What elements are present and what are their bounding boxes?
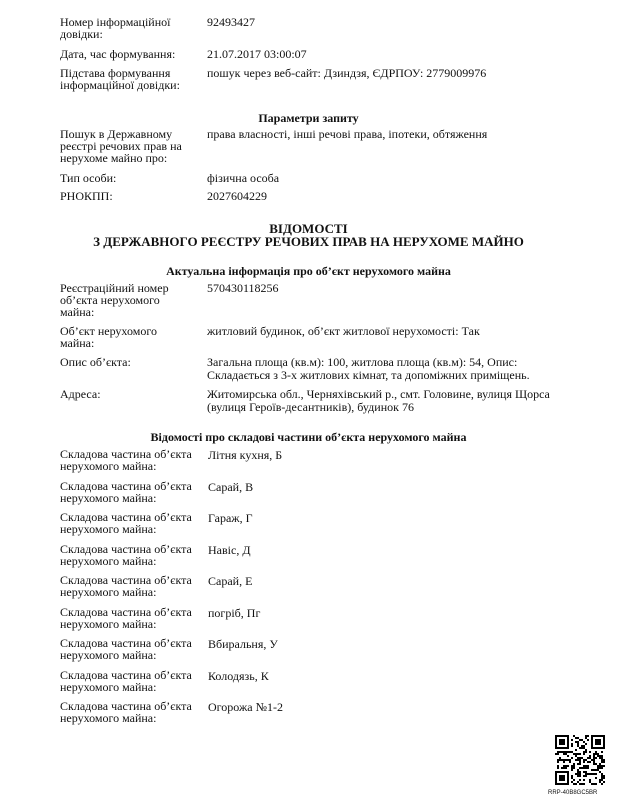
- part-row: [60, 669, 580, 697]
- rnokpp-label: РНОКПП:: [60, 189, 113, 203]
- document-subtitle: З ДЕРЖАВНОГО РЕЄСТРУ РЕЧОВИХ ПРАВ НА НЕРУХОМЕ МАЙНО: [93, 234, 524, 249]
- search-label: Пошук в Державному реєстрі речових прав на нерухоме майно про:: [60, 127, 182, 165]
- description-label: Опис об’єкта:: [60, 355, 131, 369]
- document-title: ВІДОМОСТІ: [269, 221, 348, 236]
- datetime-row: [60, 48, 580, 62]
- rnokpp-value: 2027604229: [207, 189, 267, 203]
- qr-code-icon: [555, 735, 605, 785]
- reg-number-label: Реєстраційний номер об’єкта нерухомого майна:: [60, 281, 169, 319]
- person-type-row: [60, 172, 580, 186]
- part-row: [60, 700, 580, 728]
- datetime-label: Дата, час формування:: [60, 47, 176, 61]
- part-value: Літня кухня, Б: [208, 448, 283, 462]
- basis-label: Підстава формування інформаційної довідки:: [60, 66, 180, 92]
- object-value: житловий будинок, об’єкт житлової нерухомості: Так: [207, 324, 480, 338]
- part-row: [60, 480, 580, 508]
- part-label: Складова частина об’єкта нерухомого майна:: [60, 541, 192, 568]
- part-label: Складова частина об’єкта нерухомого майна:: [60, 667, 192, 694]
- cert-number-label: Номер інформаційної довідки:: [60, 15, 171, 41]
- part-label: Складова частина об’єкта нерухомого майна:: [60, 636, 192, 662]
- part-value: Сарай, Е: [208, 574, 253, 588]
- datetime-value: 21.07.2017 03:00:07: [207, 47, 307, 61]
- basis-value: пошук через веб-сайт: Дзиндзя, ЄДРПОУ: 2779009976: [207, 66, 487, 80]
- part-row: [60, 574, 580, 602]
- document-code: RRP-40B8GC5BR: [548, 790, 598, 796]
- part-row: [60, 606, 580, 634]
- address-value: Житомирська обл., Черняхівський р., смт. Головине, вулиця Щорса (вулиця Героїв-десантників), будинок 76: [207, 387, 550, 414]
- cert-number-row: [60, 16, 580, 44]
- cert-number-value: 92493427: [207, 15, 255, 29]
- part-value: Колодязь, К: [208, 668, 269, 683]
- part-row: [60, 511, 580, 539]
- parts-heading: Відомості про складові частини об’єкта нерухомого майна: [150, 430, 467, 444]
- part-row: [60, 448, 580, 476]
- person-type-label: Тип особи:: [60, 171, 117, 185]
- reg-number-value: 570430118256: [207, 281, 279, 295]
- part-value: погріб, Пг: [208, 605, 261, 620]
- reg-number-row: [60, 282, 580, 322]
- part-value: Гараж, Г: [208, 511, 253, 525]
- part-row: [60, 637, 580, 665]
- description-row: [60, 356, 580, 384]
- search-row: [60, 128, 580, 168]
- search-value: права власності, інші речові права, іпотеки, обтяження: [207, 127, 488, 141]
- object-row: [60, 325, 580, 353]
- current-info-heading: Актуальна інформація про об’єкт нерухомого майна: [166, 264, 451, 278]
- rnokpp-row: [60, 190, 580, 204]
- part-value: Сарай, В: [208, 479, 254, 494]
- part-row: [60, 543, 580, 571]
- part-label: Складова частина об’єкта нерухомого майна:: [60, 699, 192, 725]
- address-row: [60, 388, 580, 416]
- part-label: Складова частина об’єкта нерухомого майна:: [60, 604, 192, 631]
- part-label: Складова частина об’єкта нерухомого майна:: [60, 447, 192, 473]
- part-value: Огорожа №1-2: [208, 700, 284, 714]
- description-value: Загальна площа (кв.м): 100, житлова площа (кв.м): 54, Опис: Складається з 3-х житлових кімнат, та допоміжних приміщень.: [207, 355, 530, 382]
- part-value: Вбиральня, У: [208, 637, 278, 651]
- basis-row: [60, 67, 580, 95]
- person-type-value: фізична особа: [207, 171, 280, 185]
- object-label: Об’єкт нерухомого майна:: [60, 324, 157, 350]
- part-label: Складова частина об’єкта нерухомого майна:: [60, 573, 192, 599]
- query-heading: Параметри запиту: [258, 111, 359, 125]
- address-label: Адреса:: [60, 387, 101, 401]
- part-label: Складова частина об’єкта нерухомого майна:: [60, 478, 192, 505]
- part-value: Навіс, Д: [208, 542, 251, 557]
- part-label: Складова частина об’єкта нерухомого майна:: [60, 510, 192, 536]
